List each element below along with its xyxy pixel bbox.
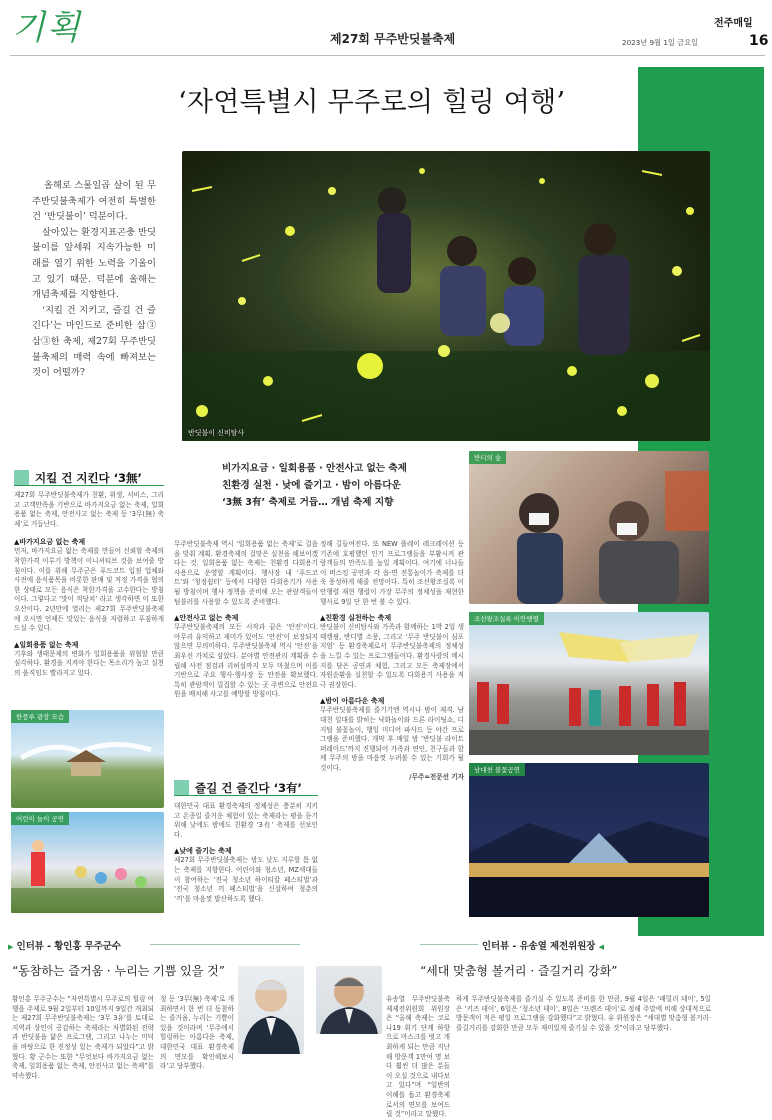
interview-left-text2: 청 등 ‘3무(無) 축제’로 개최하면서 한 번 더 동참하는 즐거움, 누리는 기쁨이 있을 것이라며 ‘무주에서 힐링하는 아름다운 축제, 대한민국 대표 환경축제의 면모를 확인해보시라’고 당부했다.	[160, 995, 234, 1071]
portrait-right-image	[316, 966, 382, 1034]
section2-rule	[174, 795, 318, 796]
lead-p2: 살아있는 환경지표곤충 반딧불이를 앞세워 지속가능한 미래를 열기 위한 노력을 기울이고 있기 때문. 덕분에 올해는 개념축제를 지향한다.	[32, 226, 156, 301]
lead-p1: 올해로 스물일곱 살이 된 무주반딧불축제가 여전히 특별한 건 ‘반딧불이’ 덕분이다.	[32, 180, 156, 223]
right-photo-1	[469, 451, 709, 604]
interview-right-rule	[420, 944, 478, 945]
forest-exhibit	[469, 451, 709, 604]
lead-text	[32, 178, 156, 381]
main-photo-caption: 반딧불이 신비탐사	[188, 429, 245, 437]
header-rule	[10, 55, 765, 56]
col2-sub2: ▲안전사고 없는 축제	[174, 614, 239, 623]
deck	[222, 460, 466, 511]
section1-text2: 기후와 생태문제의 변화가 일회용품을 위협할 만큼 심각하다. 환경을 지켜야 한다는 목소리가 높고 실천의 움직임도 빨라지고 있다.	[14, 649, 164, 677]
interview-right-label	[482, 938, 772, 952]
col3-text3: 무주반딧불축제를 즐기기엔 역시나 밤이 제격. 남대천 일대를 밝히는 낙화놀이와 드론 라이팅쇼, 디지털 불꽃놀이, 행잉 미디어 파사드 등 야간 프로그램을 준비했다. 개막 후 매일 밤 ‘반딧불 라이트 퍼레이드’까지 진행되어 가족과 연인, 친구들과 함께 무주의 밤을 마음껏 누려볼 수 있는 기회가 될 것이다.	[320, 706, 464, 772]
right-photo-2	[469, 612, 709, 755]
portrait-left-image	[238, 966, 304, 1054]
issue-date: 2023년 9월 1일 금요일	[622, 38, 698, 47]
interview-left-rule	[150, 944, 300, 945]
section2-heading	[174, 777, 318, 796]
fireworks-river	[469, 763, 709, 917]
right-photo-1-caption: 반디의 숲	[469, 451, 506, 464]
col3-sub3: ▲밤이 아름다운 축제	[320, 697, 385, 706]
col3-text1: 정해 길들여진다. 또 NEW 플레이 레크레이션 등 기존에 호평했던 인기 프로그램들을 부활시켜 관람객들의 만족도를 높일 계획이다. 여기에 너나들이 버스킹 공연과 각 읍·면 전통놀이가 축제를 더욱 풍성하게 해줄 전망이다. 특히 조선왕조실록 이안행렬 재현 행렬이 가장 무주의 정체성을 재현한 행사로 9일 단 한 번 볼 수 있다.	[320, 540, 464, 606]
interview-left-text1: 황인홍 무주군수는 “자연특별시 무주로의 힐링 여행을 주제로 9월 2일부터 10일까지 9일간 개최되는 제27회 무주반딧불축제는 ‘3무 3유’를 토대로 지역과 상인이 공감하는 축제라는 차별화된 전략과 반딧불을 닮은 프로그램, 그리고 나누는 미덕을 바탕으로 한 진정성 있는 축제가 되었다”고 밝혔다. 황 군수는 또한 “무엇보다 바가지요금 없는 축제, 일회용품 없는 축제, 안전사고 없는 축제”를 약속했다.	[12, 995, 154, 1080]
section-title: 제27회 무주반딧불축제	[330, 32, 456, 46]
section1-rule	[14, 485, 164, 486]
interview-left-col1	[12, 995, 154, 1081]
interview-left-label-text: 인터뷰 - 황인홍 무주군수	[16, 941, 121, 952]
col3-text2: 반딧불이 신비탐사와 가족과 함께하는 1박 2일 생태캠핑, 반디별 소풍, 그리고 ‘무주 반딧불이 심포지엄’ 등 환경축제로서 무주반딧불축제의 정체성을 느낄 수 있는 프로그램들이다. 환경사랑의 메시지를 담은 공연과 체험, 그리고 모든 축제장에서 자원순환을 실천할 수 있도록 다회용기 사용을 적극 권장한다.	[320, 623, 464, 689]
col3-sub2: ▲친환경 실천하는 축제	[320, 614, 392, 623]
deck-line3: ‘3無 3有’ 축제로 거듭… 개념 축제 지향	[222, 497, 394, 508]
kicker-label: 기획	[12, 8, 82, 48]
portrait-right	[316, 966, 382, 1034]
col2-sub3: ▲낮에 즐기는 축제	[174, 847, 232, 856]
section1-title: 지킬 건 지킨다 ‘3無’	[35, 471, 142, 485]
paper-name: 전주매일	[714, 18, 753, 29]
col2-text3: 대한민국 대표 환경축제의 정체성은 충분히 지키고 온종일 즐거운 체험이 있는 축제라는 평을 듣기 위해 낮에도 밤에도 친환경 ‘3有’ 축제를 선보인다.	[174, 802, 318, 839]
byline: /무주=전문선 기자	[409, 773, 464, 782]
section1-intro: 제27회 무주반딧불축제가 친환, 위생, 서비스, 그리고 고객만족을 기반으로 바가지요금 없는 축제, 일회용품 없는 축제, 안전사고 없는 축제 등 ‘3무(無) 축제’로 거듭난다.	[14, 491, 164, 528]
col2-text1: 무주반딧불축제 역시 ‘일회용품 없는 축제’로 걸음을 맞춰 계획. 환경축제의 걸맞은 실천을 해보이겠다는 것. 일회용품 없는 축제는 친환경 다회용기 사용으로 운영할 계획이다. 행사장 내 ‘푸드코트’와 ‘청정쉼터’ 등에서 다양한 다회용기가 사용될 방침이며 행사 정책을 준비해 오는 관람객들이 텀블러를 사용할 수 있도록 준비했다.	[174, 540, 318, 606]
column-2b	[174, 802, 318, 904]
section1-sub2: ▲일회용품 없는 축제	[14, 640, 79, 649]
kids-performance	[11, 812, 164, 913]
interview-right-label-text: 인터뷰 - 유송열 제전위원장	[482, 941, 596, 952]
left-photo-2	[11, 812, 164, 913]
col2-text4: 제27회 무주반딧불축제는 밤도 낮도 지루할 틈 없는 축제를 지향한다. 어린이와 청소년, MZ세대들이 참여하는 ‘전국 청소년 하이티칼 페스티벌’과 ‘전국 청소년 끼 페스티벌’을 신설하여 청춘의 ‘끼’를 마음껏 발산하도록 했다.	[174, 856, 318, 903]
deck-line2: 친환경 실천 · 낮에 즐기고 · 밤이 아름다운	[222, 480, 401, 491]
section2-title: 즐길 건 즐긴다 ‘3有’	[195, 781, 302, 795]
section1-text1: 먼저, 바가지요금 없는 축제를 만들어 신뢰할 축제의 착한가격 이루기 방책이 이니셔티브 것을 보여줄 방침이다. 이를 위해 무주군은 푸드코트 입점 업체와 사전에 음식품목을 비롯한 판매 및 적정 가격을 협의한 상태로 모든 음식은 착한가격을 고수한다는 방침이다. 그렇다고 ‘맛이 적당치’ 라고 생각하면 이 또한 오산이다. 2년만에 열리는 제27회 무주반딧불축제에 오시면 언제든 맛있는 음식을 저렴하고 푸짐하게 드실 수 있다.	[14, 547, 164, 633]
left-photo-2-caption: 어린이 놀이 공연	[11, 812, 69, 825]
main-photo	[182, 151, 710, 441]
interview-left-col2	[160, 995, 234, 1072]
interview-right-col1	[386, 995, 450, 1119]
triangle-right-icon: ▶	[8, 943, 14, 951]
section-square-icon	[14, 470, 29, 485]
royal-procession	[469, 612, 709, 755]
section1-sub1: ▲바가지요금 없는 축제	[14, 538, 86, 547]
interview-left-label	[8, 938, 308, 952]
column-2	[174, 540, 318, 700]
portrait-left	[238, 966, 304, 1054]
left-photo-1-caption: 한풍루 광장 모습	[11, 710, 69, 723]
fireflies-image	[182, 151, 710, 441]
deck-line1: 비가지요금 · 일회용품 · 안전사고 없는 축제	[222, 463, 407, 474]
page-number: 16	[749, 33, 769, 49]
right-photo-2-caption: 조선왕조실록 이안행렬	[469, 612, 544, 625]
interview-right-text2: 하게 무주반딧불축제를 즐기실 수 있도록 준비를 한 만큼, 9월 4일은 ‘패밀리 데이’, 5일은 ‘키즈 데이’, 6일은 ‘청소년 데이’, 8일은 ‘프렌즈 데이’로 정해 주말에 비해 상대적으로 방문객이 적은 평일 프로그램을 강화했다”고 밝혔다. 유 위원장은 “세대별 맞춤형 볼거리·즐길거리를 강화한 만큼 모두 재미있게 즐기실 수 있을 것”이라고 당부했다.	[456, 995, 711, 1032]
section1-heading	[14, 467, 164, 486]
plaza-scene	[11, 710, 164, 808]
lead-p3: ‘지킬 건 지키고, 즐길 건 즐긴다’는 마인드로 준비한 삼③삼③한 축제, 제27회 무주반딧불축제의 매력 속에 빠져보는 것이 어떨까?	[32, 304, 156, 379]
right-photo-3-caption: 남대천 불꽃공연	[469, 763, 525, 776]
section1-column	[14, 491, 164, 679]
left-photo-1	[11, 710, 164, 808]
triangle-left-icon: ◀	[598, 943, 604, 951]
interview-right-text1: 유송열 무주반딧불축제제전위원회 위원장은 “올해 축제는 코로나19 위기 단계 하향으로 마스크를 벗고 개최하게 되는 만큼 지난해 방문객 1만여 명 보다 훨씬 더 많은 분들이 오실 것으로 내다보고 있다”며 “일반의 이해를 돕고 환경축제로서의 면모를 보여드릴 것”이라고 말했다.	[386, 995, 450, 1119]
right-photo-3	[469, 763, 709, 917]
section-square-icon	[174, 780, 189, 795]
column-3	[320, 540, 464, 783]
interview-right-col2	[456, 995, 711, 1033]
interview-left-quote: “동참하는 즐거움 · 누리는 기쁨 있을 것”	[12, 964, 225, 978]
interview-right-quote: “세대 맞춤형 볼거리 · 즐길거리 강화”	[420, 964, 618, 978]
col2-text2: 무주반딧불축제의 모든 시작과 끝은 ‘안전’이다. 아무리 유익하고 재미가 있어도 ‘안전’이 보장되지 않으면 무의미하다. 무주반딧불축제 역시 ‘안전’을 최우선 가치로 삼았다. 분야별 안전관리 계획을 수립해 사전 점검과 리허설까지 모두 마쳤으며 이를 기반으로 주요 행사·행사장 등 안전을 확보했다. 특히 관람객이 밀집할 수 있는 곳 주변으로 안전요원을 배치해 사고를 예방할 방침이다.	[174, 623, 318, 699]
headline: ‘자연특별시 무주로의 힐링 여행’	[178, 87, 566, 118]
